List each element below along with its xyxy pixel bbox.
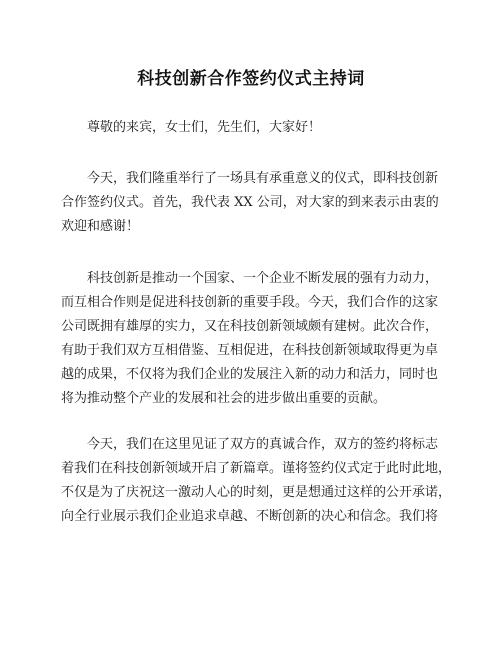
paragraph-line: 有助于我们双方互相借鉴、互相促进，在科技创新领域取得更为卓: [61, 343, 439, 358]
paragraph-line: 欢迎和感谢！: [61, 219, 140, 234]
paragraph-line: 越的成果，不仅将为我们企业的发展注入新的动力和活力，同时也: [61, 367, 439, 382]
paragraph-line: 今天，我们隆重举行了一场具有承重意义的仪式，即科技创新: [87, 171, 439, 186]
document-title: 科技创新合作签约仪式主持词: [137, 69, 365, 89]
greeting-paragraph: [61, 116, 447, 140]
paragraph-line: 科技创新是推动一个国家、一个企业不断发展的强有力动力，: [87, 271, 439, 286]
paragraph-line: 不仅是为了庆祝这一激动人心的时刻，更是想通过这样的公开承诺，: [61, 485, 452, 500]
paragraph-line: 将为推动整个产业的发展和社会的进步做出重要的贡献。: [61, 391, 387, 406]
paragraph-line: 公司既拥有雄厚的实力，又在科技创新领域颇有建树。此次合作，: [61, 319, 439, 334]
paragraph-line: 而互相合作则是促进科技创新的重要手段。今天，我们合作的这家: [61, 295, 439, 310]
paragraph-line: 着我们在科技创新领域开启了新篇章。谨将签约仪式定于此时此地，: [61, 461, 452, 476]
ceremony-paragraph: [61, 433, 452, 529]
paragraph-line: 尊敬的来宾，女士们，先生们，大家好！: [87, 120, 322, 135]
paragraph-line: 今天，我们在这里见证了双方的真诚合作，双方的签约将标志: [87, 437, 439, 452]
paragraph-line: 向全行业展示我们企业追求卓越、不断创新的决心和信念。我们将: [61, 509, 439, 524]
welcome-paragraph: [61, 167, 447, 239]
innovation-paragraph: [61, 267, 447, 411]
paragraph-line: 合作签约仪式。首先，我代表 XX 公司，对大家的到来表示由衷的: [61, 195, 439, 210]
